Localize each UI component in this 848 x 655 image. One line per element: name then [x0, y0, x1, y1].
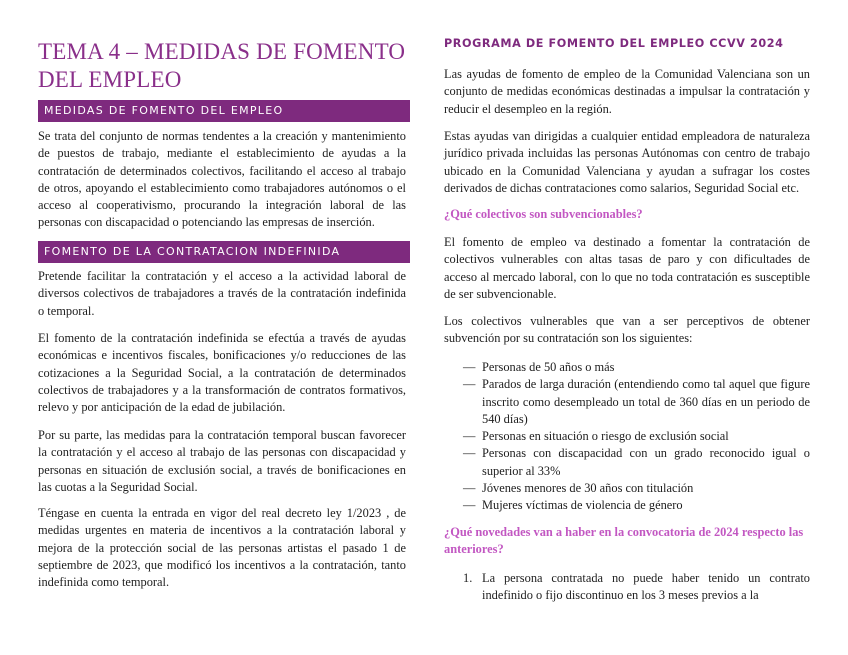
list-item: — Personas en situación o riesgo de exclusión social: [444, 428, 810, 445]
list-item: — Parados de larga duración (entendiendo como tal aquel que figure inscrito como desempleado un total de 360 días en un periodo de 540 días): [463, 377, 810, 426]
contratacion-paragraph-2: El fomento de la contratación indefinida se efectúa a través de ayudas económicas e incentivos fiscales, bonificaciones y/o reducciones de las cotizaciones a la Seguridad Social, a la contratación de determinados colectivos de trabajadores y a la transformación de contratos formativos, relevo y por anticipación de la edad de jubilación.: [38, 331, 406, 415]
novelties-list: [444, 570, 810, 605]
colectivos-paragraph-1: El fomento de empleo va destinado a fomentar la contratación de colectivos vulnerables con altas tasas de paro y con dificultades de acceso al mercado laboral, con lo que no toda contratación es susceptible de ser subvencionable.: [444, 235, 810, 301]
question-colectivos: ¿Qué colectivos son subvencionables?: [444, 207, 643, 221]
dash-bullet: —: [463, 481, 476, 496]
list-item: — Mujeres víctimas de violencia de género: [444, 497, 810, 514]
dash-bullet: —: [463, 377, 476, 392]
list-item: 1. La persona contratada no puede haber tenido un contrato indefinido o fijo discontinuo en los 3 meses previos a la: [463, 571, 810, 603]
list-item: — Jóvenes menores de 30 años con titulación: [444, 480, 810, 497]
program-title: PROGRAMA DE FOMENTO DEL EMPLEO CCVV 2024: [444, 37, 784, 50]
collectives-list: [444, 359, 810, 515]
question-novedades: ¿Qué novedades van a haber en la convocatoria de 2024 respecto las anteriores?: [444, 525, 804, 557]
colectivos-paragraph-2: Los colectivos vulnerables que van a ser perceptivos de obtener subvención por su contratación son los siguientes:: [444, 314, 810, 346]
list-item: — Personas de 50 años o más: [444, 359, 810, 376]
dash-bullet: —: [463, 429, 476, 444]
contratacion-paragraph-1: Pretende facilitar la contratación y el acceso a la actividad laboral de diversos colectivos de trabajadores a través de la contratación indefinida o temporal.: [38, 269, 406, 318]
dash-bullet: —: [463, 446, 476, 461]
dash-bullet: —: [463, 498, 476, 513]
program-paragraph-1: Las ayudas de fomento de empleo de la Comunidad Valenciana son un conjunto de medidas económicas destinadas a impulsar la contratación y reducir el desempleo en la región.: [444, 67, 810, 116]
contratacion-paragraph-3: Por su parte, las medidas para la contratación temporal buscan favorecer la contratación y el acceso al trabajo de las personas con discapacidad y personas en situación de exclusión social, a través de bonificaciones en las cuotas a la Seguridad Social.: [38, 428, 406, 494]
section-heading-contratacion-indefinida: FOMENTO DE LA CONTRATACION INDEFINIDA: [38, 241, 410, 263]
dash-bullet: —: [463, 360, 476, 374]
contratacion-paragraph-4: Téngase en cuenta la entrada en vigor del real decreto ley 1/2023 , de medidas urgentes en materia de incentivos a la contratación laboral y mejora de la protección social de las personas artistas el pasado 1 de septiembre de 2023, que modificó los incentivos a la contratación, tanto indefinida como temporal.: [38, 506, 406, 590]
section-medidas-paragraph: Se trata del conjunto de normas tendentes a la creación y mantenimiento de puestos de trabajo, mediante el establecimiento de ayudas a la contratación de determinados colectivos, facilitando el acceso al trabajo de otros, apoyando el establecimiento como trabajadores autónomos o el acceso al cooperativismo, procurando la integración laboral de las personas con discapacidad o potenciando las empresas de inserción.: [38, 129, 406, 230]
section-heading-medidas-fomento: MEDIDAS DE FOMENTO DEL EMPLEO: [38, 100, 410, 122]
page-title: TEMA 4 – MEDIDAS DE FOMENTO DEL EMPLEO: [38, 39, 406, 92]
list-item: — Personas con discapacidad con un grado reconocido igual o superior al 33%: [463, 446, 810, 478]
program-paragraph-2: Estas ayudas van dirigidas a cualquier entidad empleadora de naturaleza jurídico privada incluidas las personas Autónomas con centro de trabajo ubicado en la Comunidad Valenciana y ayudan a sufragar los costes derivados de dichas contrataciones como salarios, Seguridad Social etc.: [444, 129, 810, 195]
list-number: 1.: [463, 571, 473, 585]
